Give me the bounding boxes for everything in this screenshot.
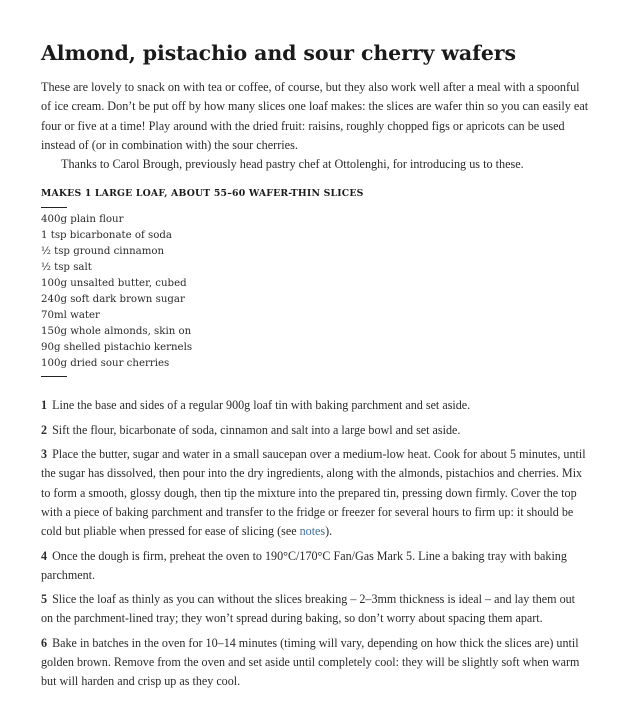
ingredient-item: 90g shelled pistachio kernels bbox=[41, 342, 193, 354]
step-number: 1 bbox=[41, 398, 48, 413]
method-step-1 bbox=[41, 396, 589, 415]
step-number: 4 bbox=[41, 548, 48, 563]
step-text: Line the base and sides of a regular 900g loaf tin with baking parchment and set aside. bbox=[52, 398, 471, 413]
ingredient-item: 100g dried sour cherries bbox=[41, 358, 170, 370]
ingredient-item: 100g unsalted butter, cubed bbox=[41, 278, 187, 290]
step-text: Once the dough is firm, preheat the oven to 190°C/170°C Fan/Gas Mark 5. Line a baking tray with baking parchment. bbox=[41, 548, 567, 582]
step-text: Sift the flour, bicarbonate of soda, cinnamon and salt into a large bowl and set aside. bbox=[52, 422, 461, 437]
recipe-intro bbox=[41, 78, 589, 174]
step-number: 6 bbox=[41, 635, 48, 650]
ingredient-item: 150g whole almonds, skin on bbox=[41, 326, 192, 338]
step-text: Place the butter, sugar and water in a small saucepan over a medium-low heat. Cook for about 5 minutes, until the sugar has dissolved, then pour into the dry ingredients, along with the almonds, pistachios and cherries. Mix to form a smooth, glossy dough, then tip the mixture into the prepared tin, pressing down firmly. Cover the top with a piece of baking parchment and transfer to the fridge or freezer for several hours to firm up: it should be cold but pliable when pressed for ease of slicing (see bbox=[41, 447, 586, 539]
step-number: 3 bbox=[41, 447, 48, 462]
step-text: Slice the loaf as thinly as you can without the slices breaking – 2–3mm thickness is ideal – and lay them out on the parchment-lined tray; they won’t spread during baking, so don’t worry about spacing them apart. bbox=[41, 592, 576, 626]
method-steps bbox=[41, 396, 589, 691]
ingredient-item: 240g soft dark brown sugar bbox=[41, 294, 185, 306]
divider-bottom bbox=[41, 376, 67, 377]
intro-acknowledgement: Thanks to Carol Brough, previously head pastry chef at Ottolenghi, for introducing us to these. bbox=[61, 157, 524, 172]
step-number: 5 bbox=[41, 592, 48, 607]
ingredient-item: ½ tsp ground cinnamon bbox=[41, 246, 165, 258]
step-text-end: ). bbox=[325, 524, 333, 539]
ingredient-item: 1 tsp bicarbonate of soda bbox=[41, 230, 172, 242]
method-step-2 bbox=[41, 421, 589, 440]
divider-top bbox=[41, 207, 67, 208]
ingredient-item: 70ml water bbox=[41, 310, 100, 322]
ingredient-item: ½ tsp salt bbox=[41, 262, 92, 274]
ingredient-item: 400g plain flour bbox=[41, 214, 124, 226]
method-step-3 bbox=[41, 445, 589, 541]
notes-link[interactable]: notes bbox=[299, 524, 326, 539]
intro-paragraph: These are lovely to snack on with tea or coffee, of course, but they also work well after a meal with a spoonful of ice cream. Don’t be put off by how many slices one loaf makes: the slices are wafer thin so you can easily eat four or five at a time! Play around with the dried fruit: raisins, roughly chopped figs or apricots can be used instead of (or in combination with) the sour cherries. bbox=[41, 80, 589, 152]
method-step-5 bbox=[41, 590, 589, 629]
step-text: Bake in batches in the oven for 10–14 minutes (timing will vary, depending on how thick the slices are) until golden brown. Remove from the oven and set aside until completely cool: they will be slightly soft when warm but will harden and crisp up as they cool. bbox=[41, 635, 580, 689]
recipe-page bbox=[41, 40, 589, 697]
method-step-4 bbox=[41, 547, 589, 586]
step-number: 2 bbox=[41, 422, 48, 437]
ingredient-list bbox=[41, 212, 589, 372]
yield-heading: MAKES 1 LARGE LOAF, ABOUT 55–60 WAFER-THIN SLICES bbox=[41, 188, 364, 200]
recipe-title: Almond, pistachio and sour cherry wafers bbox=[41, 41, 516, 65]
method-step-6 bbox=[41, 634, 589, 692]
